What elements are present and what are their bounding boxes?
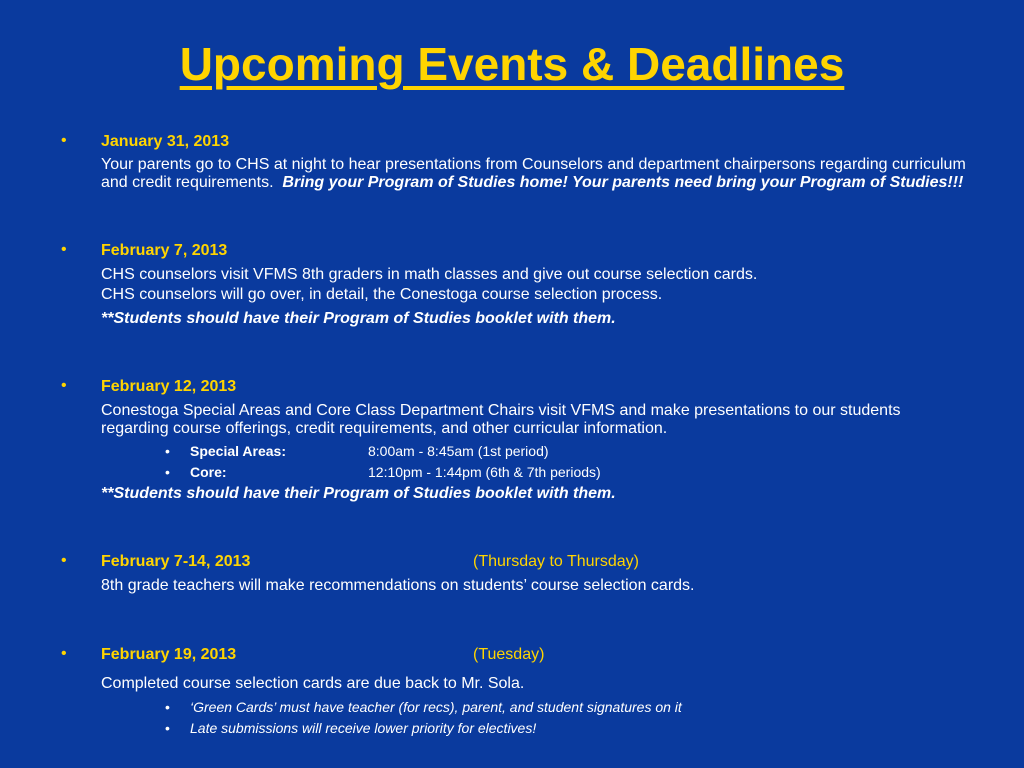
sub-item-time: 12:10pm - 1:44pm (6th & 7th periods) xyxy=(368,464,601,480)
sub-bullet-icon: • xyxy=(165,443,170,459)
event-description-line2: CHS counselors will go over, in detail, the Conestoga course selection process. xyxy=(101,286,663,303)
event-date: February 7, 2013 xyxy=(101,242,228,259)
sub-bullet-icon: • xyxy=(165,464,170,480)
sub-item-text: ‘Green Cards’ must have teacher (for recs), parent, and student signatures on it xyxy=(190,699,682,715)
event-description: 8th grade teachers will make recommendations on students’ course selection cards. xyxy=(101,577,695,594)
event-date: February 19, 2013 xyxy=(101,646,237,663)
event-description-line1: CHS counselors visit VFMS 8th graders in math classes and give out course selection cards. xyxy=(101,266,758,283)
slide-title: Upcoming Events & Deadlines xyxy=(179,38,845,90)
sub-item-text: Late submissions will receive lower priority for electives! xyxy=(190,720,537,736)
bullet-icon: • xyxy=(61,132,67,149)
event-description xyxy=(101,156,971,192)
event-description-emphasis: **Students should have their Program of Studies booklet with them. xyxy=(101,485,616,502)
sub-item-label: Special Areas: xyxy=(190,443,286,459)
bullet-icon: • xyxy=(61,241,67,258)
event-description-emphasis: **Students should have their Program of Studies booklet with them. xyxy=(101,310,616,327)
event-note: (Thursday to Thursday) xyxy=(473,553,639,570)
sub-item-label: Core: xyxy=(190,464,227,480)
event-date: January 31, 2013 xyxy=(101,133,230,150)
event-date: February 12, 2013 xyxy=(101,378,237,395)
event-description-plain: Your parents go to CHS at night to hear presentations from Counselors and department chairpersons regarding curriculum and credit requirements. xyxy=(101,156,966,191)
sub-item-time: 8:00am - 8:45am (1st period) xyxy=(368,443,549,459)
sub-bullet-icon: • xyxy=(165,699,170,715)
event-description-emphasis: Bring your Program of Studies home! Your parents need bring your Program of Studies!!! xyxy=(282,174,964,191)
event-date: February 7-14, 2013 xyxy=(101,553,251,570)
event-note: (Tuesday) xyxy=(473,646,545,663)
bullet-icon: • xyxy=(61,645,67,662)
bullet-icon: • xyxy=(61,552,67,569)
sub-bullet-icon: • xyxy=(165,720,170,736)
event-description: Completed course selection cards are due back to Mr. Sola. xyxy=(101,675,525,692)
bullet-icon: • xyxy=(61,377,67,394)
event-description: Conestoga Special Areas and Core Class Department Chairs visit VFMS and make presentations to our students regarding course offerings, credit requirements, and other curricular information. xyxy=(101,402,901,437)
